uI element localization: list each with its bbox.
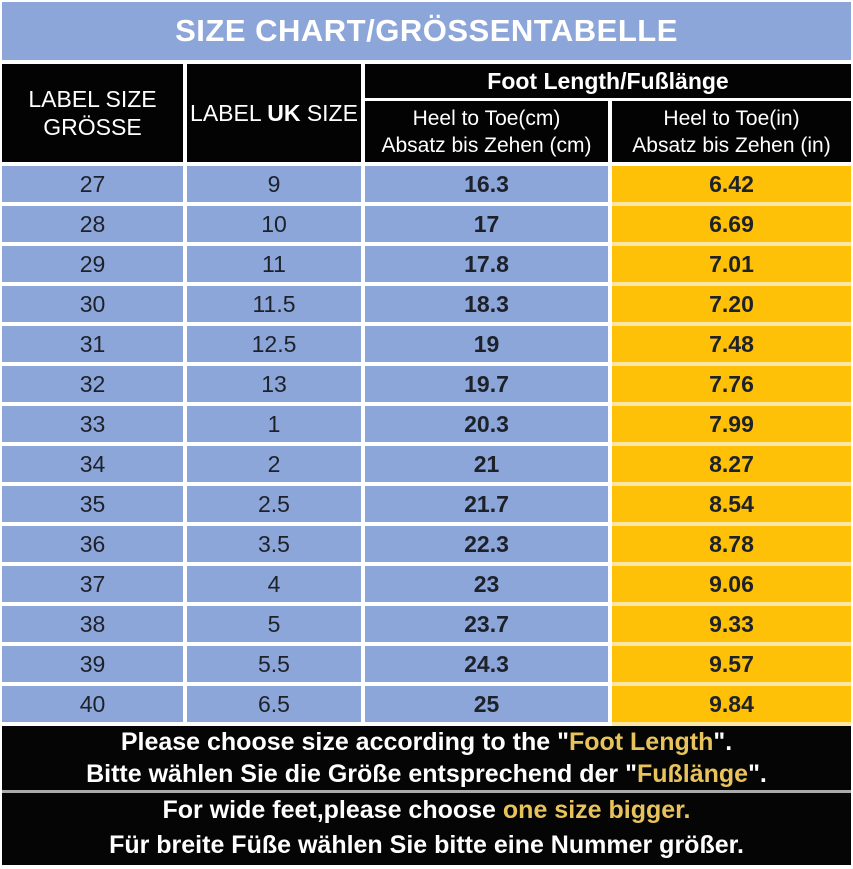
uk-size-cell: 2 (187, 446, 361, 486)
foot-length-note-de (2, 758, 851, 790)
label-size-cell: 39 (2, 646, 183, 686)
cm-value-cell: 19 (365, 326, 608, 366)
note-en-post: ". (713, 728, 733, 756)
wide-feet-note-de: Für breite Füße wählen Sie bitte eine Nummer größer. (109, 831, 744, 859)
table-row (2, 326, 851, 366)
label-size-cell: 31 (2, 326, 183, 366)
inch-value-cell: 8.78 (612, 526, 851, 566)
col-header-uk-size (187, 64, 361, 162)
uk-size-cell: 5 (187, 606, 361, 646)
foot-length-note (2, 726, 851, 790)
table-row (2, 246, 851, 286)
col-header-cm-line2: Absatz bis Zehen (cm) (381, 133, 592, 157)
cm-value-cell: 23 (365, 566, 608, 606)
note-en-pre: Please choose size according to the " (120, 728, 569, 756)
uk-size-cell: 10 (187, 206, 361, 246)
col-header-label-size-line2: GRÖSSE (43, 114, 142, 140)
label-size-cell: 28 (2, 206, 183, 246)
col-header-inch-line1: Heel to Toe(in) (663, 106, 800, 130)
label-size-cell: 29 (2, 246, 183, 286)
label-size-cell: 33 (2, 406, 183, 446)
uk-size-cell: 13 (187, 366, 361, 406)
cm-value-cell: 22.3 (365, 526, 608, 566)
uk-size-cell: 11.5 (187, 286, 361, 326)
inch-value-cell: 7.99 (612, 406, 851, 446)
cm-value-cell: 24.3 (365, 646, 608, 686)
inch-value-cell: 9.84 (612, 686, 851, 726)
uk-size-post: SIZE (300, 100, 358, 126)
label-size-cell: 32 (2, 366, 183, 406)
inch-value-cell: 6.69 (612, 206, 851, 246)
foot-length-note-en (2, 726, 851, 758)
uk-size-cell: 4 (187, 566, 361, 606)
table-row (2, 166, 851, 206)
note-de-pre: Bitte wählen Sie die Größe entsprechend der " (86, 760, 637, 788)
uk-size-cell: 5.5 (187, 646, 361, 686)
col-header-inch-line2: Absatz bis Zehen (in) (632, 133, 831, 157)
table-row (2, 366, 851, 406)
wide-note-en-highlight: one size bigger. (502, 796, 691, 824)
table-row (2, 606, 851, 646)
inch-value-cell: 7.48 (612, 326, 851, 366)
uk-size-bold: UK (267, 100, 301, 126)
uk-size-cell: 1 (187, 406, 361, 446)
cm-value-cell: 19.7 (365, 366, 608, 406)
label-size-cell: 35 (2, 486, 183, 526)
wide-note-en-pre: For wide feet,please choose (162, 796, 503, 824)
wide-feet-note-en (2, 793, 851, 828)
label-size-cell: 36 (2, 526, 183, 566)
inch-value-cell: 9.33 (612, 606, 851, 646)
label-size-cell: 38 (2, 606, 183, 646)
label-size-cell: 40 (2, 686, 183, 726)
table-row (2, 526, 851, 566)
table-row (2, 646, 851, 686)
page-title: SIZE CHART/GRÖSSENTABELLE (2, 2, 851, 60)
note-de-post: ". (748, 760, 767, 788)
inch-value-cell: 7.01 (612, 246, 851, 286)
note-de-highlight: Fußlänge (636, 760, 749, 788)
table-row (2, 206, 851, 246)
cm-value-cell: 16.3 (365, 166, 608, 206)
inch-value-cell: 7.76 (612, 366, 851, 406)
table-row (2, 486, 851, 526)
inch-value-cell: 9.57 (612, 646, 851, 686)
label-size-cell: 27 (2, 166, 183, 206)
inch-value-cell: 7.20 (612, 286, 851, 326)
inch-value-cell: 9.06 (612, 566, 851, 606)
table-row (2, 446, 851, 486)
cm-value-cell: 21.7 (365, 486, 608, 526)
uk-size-cell: 9 (187, 166, 361, 206)
col-header-label-size (2, 64, 183, 162)
col-header-label-size-line1: LABEL SIZE (28, 86, 157, 112)
size-table-body (2, 166, 851, 726)
uk-size-pre: LABEL (190, 100, 268, 126)
label-size-cell: 37 (2, 566, 183, 606)
table-row (2, 686, 851, 726)
cm-value-cell: 23.7 (365, 606, 608, 646)
note-en-highlight: Foot Length (568, 728, 714, 756)
uk-size-cell: 6.5 (187, 686, 361, 726)
col-header-foot-length (365, 64, 851, 101)
col-header-inch (612, 101, 851, 162)
uk-size-cell: 3.5 (187, 526, 361, 566)
inch-value-cell: 8.27 (612, 446, 851, 486)
inch-value-cell: 8.54 (612, 486, 851, 526)
wide-feet-note (2, 793, 851, 865)
uk-size-cell: 11 (187, 246, 361, 286)
cm-value-cell: 17 (365, 206, 608, 246)
col-header-foot-length-text: Foot Length/Fußlänge (487, 67, 729, 94)
uk-size-cell: 2.5 (187, 486, 361, 526)
inch-value-cell: 6.42 (612, 166, 851, 206)
col-header-uk-size-text (190, 99, 358, 127)
cm-value-cell: 17.8 (365, 246, 608, 286)
label-size-cell: 34 (2, 446, 183, 486)
table-row (2, 566, 851, 606)
cm-value-cell: 20.3 (365, 406, 608, 446)
cm-value-cell: 21 (365, 446, 608, 486)
col-header-cm-line1: Heel to Toe(cm) (412, 106, 561, 130)
cm-value-cell: 18.3 (365, 286, 608, 326)
cm-value-cell: 25 (365, 686, 608, 726)
label-size-cell: 30 (2, 286, 183, 326)
table-row (2, 406, 851, 446)
col-header-cm (365, 101, 608, 162)
table-row (2, 286, 851, 326)
table-header (2, 64, 851, 162)
uk-size-cell: 12.5 (187, 326, 361, 366)
